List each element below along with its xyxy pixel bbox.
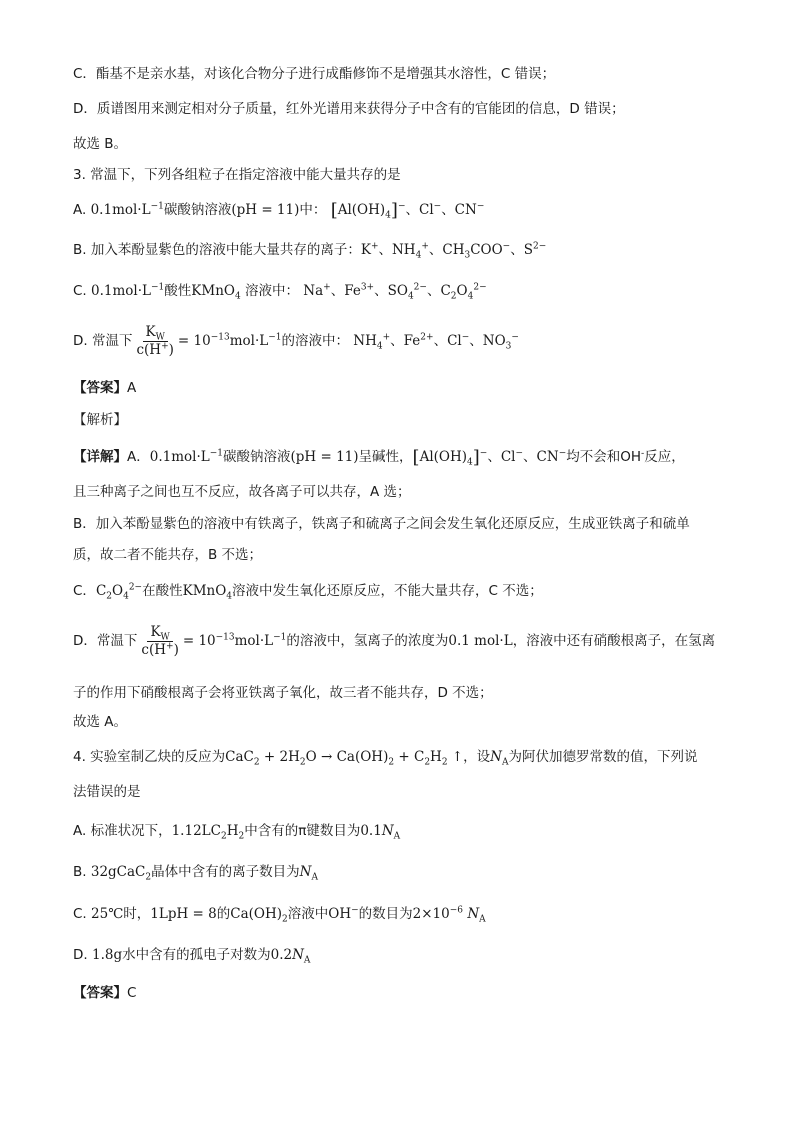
q4-option-c: C. 25℃时，1LpH = 8的$Ca(OH)_2$溶液中OH−的数目为$2\times 10^{-6}$ $N_A$ [73,905,486,925]
q3-option-c: C. $0.1mol\cdot L^{-1}$酸性KMnO$_4$ 溶液中： Na+、$Fe^{3+}$、$SO_4^{2-}$、$C_2O_4^{2-}$ [73,282,487,302]
q4-option-b: B. 32gCaC$_2$晶体中含有的离子数目为$N_A$ [73,864,318,883]
q3-explanation-a-cont: 且三种离子之间也互不反应，故各离子可以共存，A 选； [73,484,411,500]
q3-option-d: D. 常温下 $\frac{K_W}{c(H^+)}$ = $10^{-13}mol\cdot L^{-1}$的溶液中： $NH_4^+$、$Fe^{2+}$、Cl−、$NO_3^-$ [73,323,519,358]
q4-stem-cont: 法错误的是 [73,784,141,800]
q3-stem: 3. 常温下，下列各组粒子在指定溶液中能大量共存的是 [73,167,401,183]
q3-explanation-d: D．常温下 $\frac{K_W}{c(H^+)}$ = $10^{-13}mol\cdot L^{-1}$的溶液中，氢离子的浓度为0.1 mol·L，溶液中还有硝酸根离子，在氢离 [73,623,716,658]
q4-option-a: A. 标准状况下，$1.12LC_2H_2$中含有的π键数目为$0.1N_A$ [73,823,401,842]
prev-conclusion: 故选 B。 [73,136,128,152]
q3-explanation-b: B．加入苯酚显紫色的溶液中有铁离子，铁离子和硫离子之间会发生氧化还原反应，生成亚铁离子和硫单 [73,516,690,532]
q3-explanation-b-cont: 质，故二者不能共存，B 不选； [73,547,263,563]
q3-conclusion: 故选 A。 [73,714,128,730]
q4-option-d: D. 1.8g水中含有的孤电子对数为$0.2N_A$ [73,947,311,966]
q3-explanation-d-cont: 子的作用下硝酸根离子会将亚铁离子氧化，故三者不能共存，D 不选； [73,685,493,701]
q4-stem: 4. 实验室制乙炔的反应为$CaC_2 + 2H_2O \to Ca(OH)_2 + C_2H_2$ ↑，设$N_A$为阿伏加德罗常数的值，下列说 [73,749,698,768]
q3-answer: 【答案】A [73,380,137,396]
q3-explanation-a: 【详解】A．$0.1mol\cdot L^{-1}$碳酸钠溶液(pH = 11)呈碱性，$[Al(OH)_4]^-$、Cl−、CN−均不会和OH-反应， [73,447,685,468]
q3-analysis-heading: 【解析】 [73,412,127,428]
q3-option-b: B. 加入苯酚显紫色的溶液中能大量共存的离子：K+、$NH_4^+$、$CH_3COO^-$、$S^{2-}$ [73,241,547,261]
q3-explanation-c: C．$C_2O_4^{2-}$在酸性KMnO$_4$溶液中发生氧化还原反应，不能大量共存，C 不选； [73,582,543,602]
prev-explanation-d: D．质谱图用来测定相对分子质量，红外光谱用来获得分子中含有的官能团的信息，D 错误； [73,101,625,117]
q4-answer: 【答案】C [73,985,137,1001]
prev-explanation-c: C．酯基不是亲水基，对该化合物分子进行成酯修饰不是增强其水溶性，C 错误； [73,66,556,82]
q3-option-a: A. $0.1mol\cdot L^{-1}$碳酸钠溶液(pH = 11)中： $[Al(OH)_4]^-$、Cl−、CN− [73,200,485,221]
